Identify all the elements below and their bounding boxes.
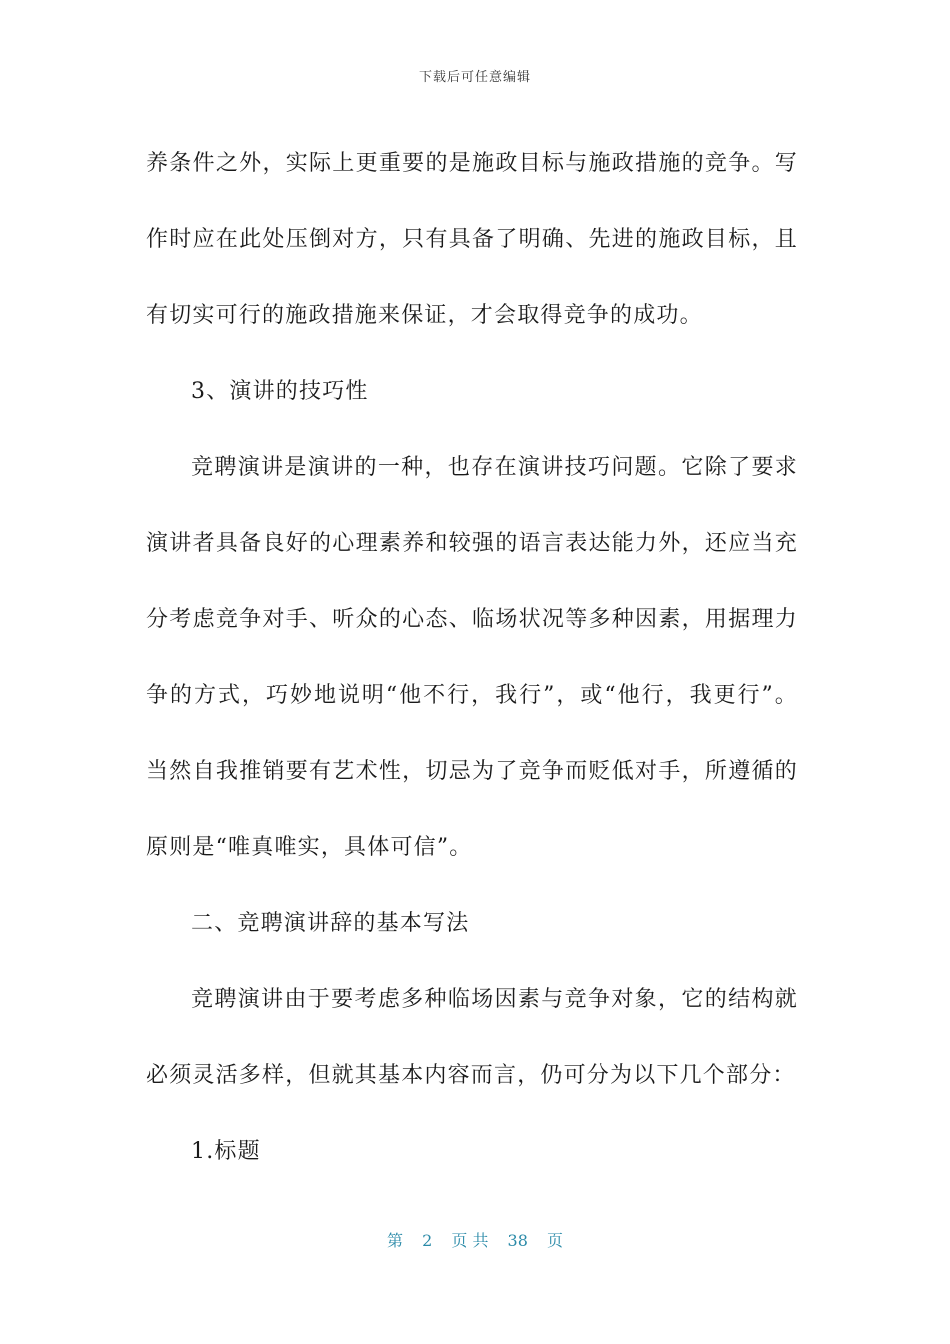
page-header-note: 下载后可任意编辑	[418, 70, 531, 85]
footer-suffix: 页	[547, 1231, 564, 1250]
footer-page-number: 2	[422, 1231, 433, 1250]
section-heading-title: 1.标题	[191, 1139, 261, 1164]
page-footer	[0, 1228, 950, 1251]
paragraph-continuation: 养条件之外，实际上更重要的是施政目标与施政措施的竞争。写作时应在此处压倒对方，只有具备了明确、先进的施政目标，且有切实可行的施政措施来保证，才会取得竞争的成功。	[146, 151, 798, 328]
document-body	[146, 126, 798, 1190]
paragraph-skill: 竞聘演讲是演讲的一种，也存在演讲技巧问题。它除了要求演讲者具备良好的心理素养和较强的语言表达能力外，还应当充分考虑竞争对手、听众的心态、临场状况等多种因素，用据理力争的方式，巧妙地说明“他不行，我行”，或“他行，我更行”。当然自我推销要有艺术性，切忌为了竞争而贬低对手，所遵循的原则是“唯真唯实，具体可信”。	[146, 455, 798, 860]
footer-prefix: 第	[386, 1231, 403, 1250]
section-heading-skill: 3、演讲的技巧性	[191, 379, 369, 404]
footer-middle: 页 共	[451, 1231, 489, 1250]
section-heading-basic-writing: 二、竞聘演讲辞的基本写法	[191, 911, 470, 936]
paragraph-structure: 竞聘演讲由于要考虑多种临场因素与竞争对象，它的结构就必须灵活多样，但就其基本内容而言，仍可分为以下几个部分：	[146, 987, 798, 1088]
footer-total-pages: 38	[507, 1231, 528, 1250]
